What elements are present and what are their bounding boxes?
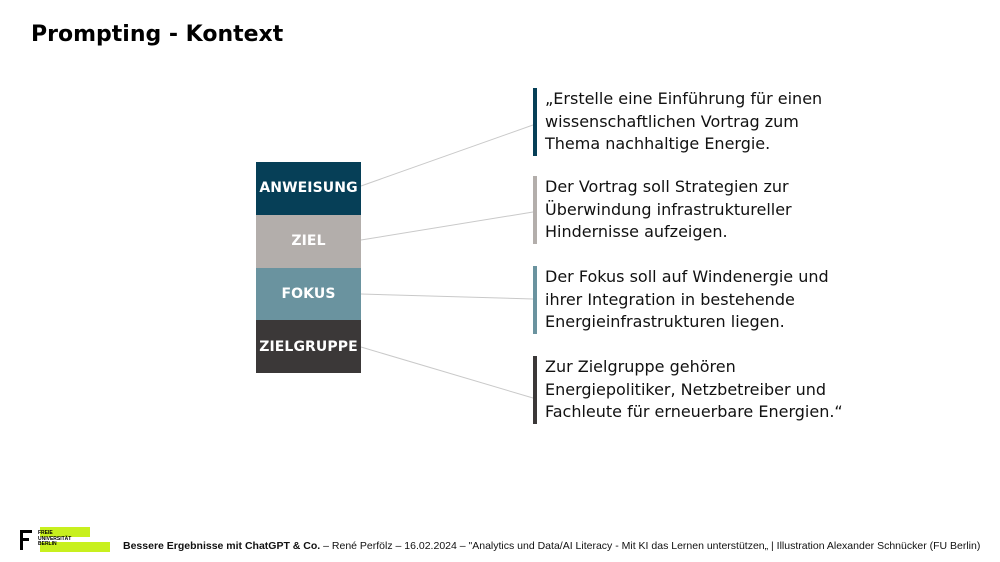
logo-mark-icon <box>20 530 34 550</box>
block-label: ZIELGRUPPE <box>259 338 358 355</box>
page-title: Prompting - Kontext <box>31 22 284 47</box>
connector-line-ziel <box>361 212 533 240</box>
logo-text <box>38 531 71 548</box>
block-anweisung <box>256 162 361 215</box>
text-item-zielgruppe: Zur Zielgruppe gehören Energiepolitiker, Netzbetreiber und Fachleute für erneuerbare Energien.“ <box>533 356 845 424</box>
connector-line-fokus <box>361 294 533 299</box>
logo-text-line: UNIVERSITÄT <box>38 535 72 542</box>
block-label: ZIEL <box>291 233 326 250</box>
university-logo <box>20 527 112 553</box>
block-zielgruppe <box>256 320 361 373</box>
block-ziel <box>256 215 361 268</box>
block-label: ANWEISUNG <box>259 180 358 197</box>
footer-credit <box>123 540 980 552</box>
connector-line-zielgruppe <box>361 347 533 398</box>
block-label: FOKUS <box>281 285 336 302</box>
footer-bold: Bessere Ergebnisse mit ChatGPT & Co. <box>123 540 321 552</box>
block-fokus <box>256 268 361 321</box>
logo-text-line: FREIE <box>38 530 53 536</box>
text-item-anweisung: „Erstelle eine Einführung für einen wissenschaftlichen Vortrag zum Thema nachhaltige Energie. <box>533 88 845 156</box>
text-item-ziel: Der Vortrag soll Strategien zur Überwindung infrastruktureller Hindernisse aufzeigen. <box>533 176 845 244</box>
text-item-fokus: Der Fokus soll auf Windenergie und ihrer Integration in bestehende Energieinfrastrukturen liegen. <box>533 266 845 334</box>
footer-rest: – René Perfölz – 16.02.2024 – "Analytics und Data/AI Literacy - Mit KI das Lernen unterstützen„ | Illustration Alexander Schnücker (FU Berlin) <box>320 540 981 552</box>
logo-text-line: BERLIN <box>38 541 57 547</box>
prompt-component-stack <box>256 162 361 373</box>
connector-line-anweisung <box>361 125 533 186</box>
